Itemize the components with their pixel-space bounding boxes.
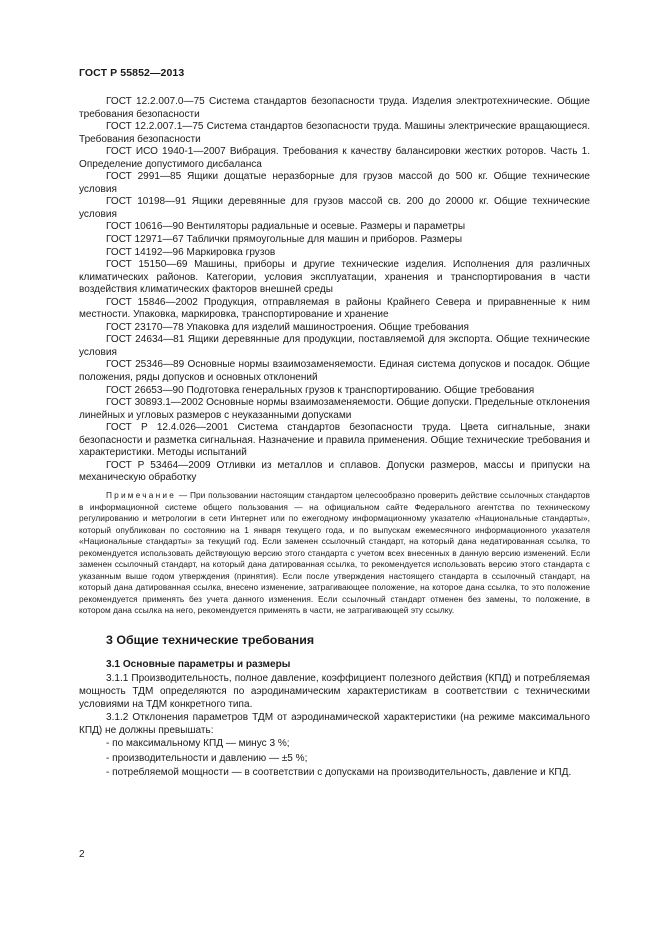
reference-item: ГОСТ 15150—69 Машины, приборы и другие технические изделия. Исполнения для различных климатических районов. Категории, условия эксплуатации, хранения и транспортирования в части воздействия климатических факторов внешней среды: [79, 259, 590, 296]
list-item: - по максимальному КПД — минус 3 %;: [106, 738, 290, 750]
reference-item: ГОСТ Р 12.4.026—2001 Система стандартов безопасности труда. Цвета сигнальные, знаки безопасности и разметка сигнальная. Назначение и правила применения. Общие технические требования и характеристики. Методы испытаний: [79, 422, 590, 459]
paragraph-3-1-2: 3.1.2 Отклонения параметров ТДМ от аэродинамической характеристики (на режиме максимального КПД) не должны превышать:: [79, 712, 590, 737]
section-heading: 3 Общие технические требования: [106, 632, 315, 647]
reference-item: ГОСТ 12971—67 Таблички прямоугольные для машин и приборов. Размеры: [106, 234, 463, 246]
reference-item: ГОСТ 12.2.007.1—75 Система стандартов безопасности труда. Машины электрические вращающиеся. Требования безопасности: [79, 121, 590, 145]
deviation-list: [79, 737, 590, 781]
references-list: [79, 96, 590, 485]
reference-item: ГОСТ 23170—78 Упаковка для изделий машиностроения. Общие требования: [106, 321, 469, 333]
paragraph-3-1-1: 3.1.1 Производительность, полное давление, коэффициент полезного действия (КПД) и потребляемая мощность ТДМ определяются по аэродинамическим характеристикам в соответствии с техническими условиями на ТДМ конкретного типа.: [79, 672, 590, 711]
note-label: Примечание: [106, 489, 177, 500]
subsection-heading: 3.1 Основные параметры и размеры: [106, 658, 291, 670]
reference-item: ГОСТ 30893.1—2002 Основные нормы взаимозаменяемости. Общие допуски. Предельные отклонения линейных и угловых размеров с неуказанными допусками: [79, 397, 590, 421]
reference-item: ГОСТ 14192—96 Маркировка грузов: [106, 246, 276, 258]
page-number: 2: [79, 849, 85, 860]
page-content: [79, 96, 590, 781]
reference-item: ГОСТ ИСО 1940-1—2007 Вибрация. Требования к качеству балансировки жестких роторов. Часть 1. Определение допустимого дисбаланса: [79, 146, 590, 170]
reference-item: ГОСТ 12.2.007.0—75 Система стандартов безопасности труда. Изделия электротехнические. Общие требования безопасности: [79, 96, 590, 120]
reference-item: ГОСТ 25346—89 Основные нормы взаимозаменяемости. Единая система допусков и посадок. Общие положения, ряды допусков и основных отклонений: [79, 359, 590, 384]
reference-item: ГОСТ Р 53464—2009 Отливки из металлов и сплавов. Допуски размеров, массы и припуски на механическую обработку: [79, 459, 590, 484]
reference-item: ГОСТ 15846—2002 Продукция, отправляемая в районы Крайнего Севера и приравненные к ним местности. Упаковка, маркировка, транспортирование и хранение: [79, 296, 590, 321]
reference-item: ГОСТ 10198—91 Ящики деревянные для грузов массой св. 200 до 20000 кг. Общие технические условия: [79, 196, 590, 220]
reference-item: ГОСТ 26653—90 Подготовка генеральных грузов к транспортированию. Общие требования: [106, 384, 535, 396]
reference-item: ГОСТ 2991—85 Ящики дощатые неразборные для грузов массой до 500 кг. Общие технические условия: [79, 171, 590, 195]
document-header: ГОСТ Р 55852—2013: [79, 67, 185, 79]
reference-item: ГОСТ 24634—81 Ящики деревянные для продукции, поставляемой для экспорта. Общие технические условия: [79, 334, 590, 358]
list-item: - производительности и давлению — ±5 %;: [106, 752, 308, 764]
list-item: - потребляемой мощности — в соответствии с допусками на производительность, давление и КПД.: [106, 767, 572, 779]
note-paragraph: [79, 490, 590, 617]
reference-item: ГОСТ 10616—90 Вентиляторы радиальные и осевые. Размеры и параметры: [106, 221, 466, 233]
note-text: — При пользовании настоящим стандартом целесообразно проверить действие ссылочных стандартов в информационной системе общего пользования — на официальном сайте Федерального агентства по техническому регулированию и метрологии в сети Интернет или по ежегодному информационному указателю «Национальные стандарты», который опубликован по состоянию на 1 января текущего года, и по выпускам ежемесячного информационного указателя «Национальные стандарты» за текущий год. Если заменен ссылочный стандарт, на который дана недатированная ссылка, то рекомендуется использовать действующую версию этого стандарта с учетом всех внесенных в данную версию изменений. Если заменен ссылочный стандарт, на который дана датированная ссылка, то рекомендуется использовать версию этого стандарта с указанным выше годом утверждения (принятия). Если после утверждения настоящего стандарта в ссылочный стандарт, на который дана датированная ссылка, внесено изменение, затрагивающее положение, на которое дана ссылка, то это положение рекомендуется применять без учета данного изменения. Если ссылочный стандарт отменен без замены, то положение, в котором дана ссылка на него, рекомендуется применять в части, не затрагивающей эту ссылку.: [79, 489, 590, 616]
